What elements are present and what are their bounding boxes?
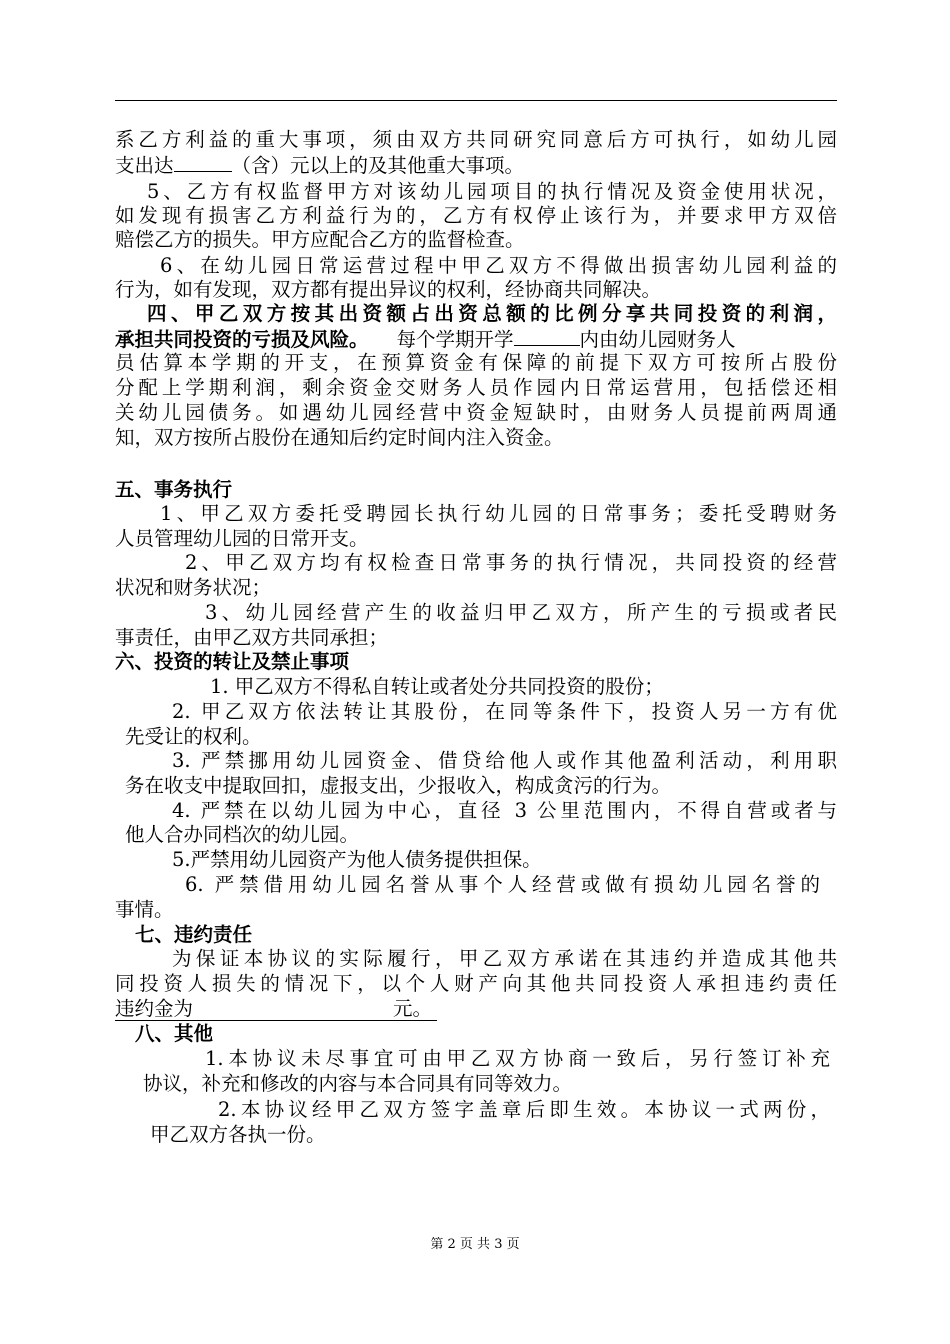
text-line: 3、幼儿园经营产生的收益归甲乙双方，所产生的亏损或者民 xyxy=(205,601,837,624)
header-rule xyxy=(115,100,837,101)
text-line: 务在收支中提取回扣，虚报支出，少报收入，构成贪污的行为。 xyxy=(125,774,672,797)
text-line: 知，双方按所占股份在通知后约定时间内注入资金。 xyxy=(115,426,564,449)
text-line: 系乙方利益的重大事项，须由双方共同研究同意后方可执行，如幼儿园 xyxy=(115,128,837,151)
text-line: 1.本协议未尽事宜可由甲乙双方协商一致后，另行签订补充 xyxy=(205,1047,830,1070)
text-line: 支出达 （含）元以上的及其他重大事项。 xyxy=(115,151,524,178)
text-line: 员估算本学期的开支，在预算资金有保障的前提下双方可按所占股份 xyxy=(115,351,837,374)
blank-underline xyxy=(174,151,232,172)
text-line: 分配上学期利润，剩余资金交财务人员作园内日常运营用，包括偿还相 xyxy=(115,376,837,399)
text-line: 2、甲乙双方均有权检查日常事务的执行情况，共同投资的经营 xyxy=(185,551,837,574)
text-line: 5、乙方有权监督甲方对该幼儿园项目的执行情况及资金使用状况， xyxy=(147,180,837,203)
text-line: 2. 甲乙双方依法转让其股份，在同等条件下，投资人另一方有优 xyxy=(172,700,837,723)
text-line: 1. 甲乙双方不得私自转让或者处分共同投资的股份； xyxy=(210,675,664,698)
text-line: 如发现有损害乙方利益行为的，乙方有权停止该行为，并要求甲方双倍 xyxy=(115,204,837,227)
text-line: 为保证本协议的实际履行，甲乙双方承诺在其违约并造成其他共 xyxy=(172,947,837,970)
blank-underline xyxy=(514,325,580,346)
text-line: 关幼儿园债务。如遇幼儿园经营中资金短缺时，由财务人员提前两周通 xyxy=(115,401,837,424)
text-line: 违约金为 元。 xyxy=(115,996,437,1027)
text-line: 6、在幼儿园日常运营过程中甲乙双方不得做出损害幼儿园利益的 xyxy=(160,254,837,277)
text-line: 承担共同投资的亏损及风险。 每个学期开学 内由幼儿园财务人 xyxy=(115,325,736,352)
text-line: 2.本协议经甲乙双方签字盖章后即生效。本协议一式两份， xyxy=(218,1098,830,1121)
text-line: 协议，补充和修改的内容与本合同具有同等效力。 xyxy=(143,1072,573,1095)
text-line: 先受让的权利。 xyxy=(125,725,262,748)
text-line: 甲乙双方各执一份。 xyxy=(150,1123,326,1146)
text-line: 赔偿乙方的损失。甲方应配合乙方的监督检查。 xyxy=(115,228,525,251)
text-line: 1、甲乙双方委托受聘园长执行幼儿园的日常事务；委托受聘财务 xyxy=(160,502,837,525)
text-line: 行为，如有发现，双方都有提出异议的权利，经协商共同解决。 xyxy=(115,278,662,301)
text-line: 5.严禁用幼儿园资产为他人债务提供担保。 xyxy=(172,848,542,871)
section-heading: 八、其他 xyxy=(135,1022,214,1045)
text-line: 状况和财务状况； xyxy=(115,576,272,599)
text-line: 同投资人损失的情况下，以个人财产向其他共同投资人承担违约责任 xyxy=(115,972,837,995)
text-line: 他人合办同档次的幼儿园。 xyxy=(125,823,360,846)
section-heading: 七、违约责任 xyxy=(135,923,253,946)
text-line: 4. 严禁在以幼儿园为中心，直径 3 公里范围内，不得自营或者与 xyxy=(172,799,837,822)
text-line: 事责任，由甲乙双方共同承担； xyxy=(115,626,389,649)
section-heading: 四、甲乙双方按其出资额占出资总额的比例分享共同投资的利润， xyxy=(147,302,837,325)
text-line: 6. 严禁借用幼儿园名誉从事个人经营或做有损幼儿园名誉的 xyxy=(185,873,820,896)
text-line: 3. 严禁挪用幼儿园资金、借贷给他人或作其他盈利活动，利用职 xyxy=(172,749,837,772)
section-heading: 六、投资的转让及禁止事项 xyxy=(115,650,350,673)
page-footer: 第 2 页 共 3 页 xyxy=(430,1237,520,1252)
text-line: 人员管理幼儿园的日常开支。 xyxy=(115,527,369,550)
text-line: 事情。 xyxy=(115,898,174,921)
section-heading: 五、事务执行 xyxy=(115,478,233,501)
